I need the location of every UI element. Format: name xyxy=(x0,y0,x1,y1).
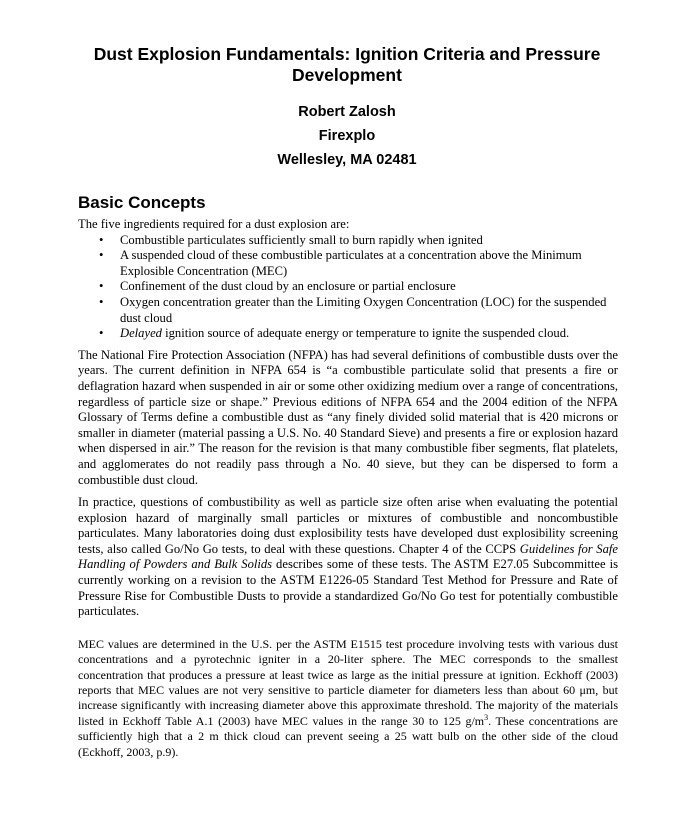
paragraph-mec xyxy=(78,637,618,760)
paragraph-text: In practice, questions of combustibility as well as particle size often arise when evaluating the potential explosion hazard of marginally small particles or mixtures of combustible and noncombustible particulates. Many laboratories doing dust explosibility tests have developed dust explosibility screening tests, also called Go/No Go tests, to deal with these questions. Chapter 4 of the CCPS xyxy=(78,495,618,556)
list-item xyxy=(120,326,618,342)
list-item-text: Oxygen concentration greater than the Limiting Oxygen Concentration (LOC) for the suspended dust cloud xyxy=(120,294,607,325)
paragraph-nfpa-definition: The National Fire Protection Association (NFPA) has had several definitions of combustible dusts over the years. The current definition in NFPA 654 is “a combustible particulate solid that presents a fire or deflagration hazard when suspended in air or some other oxidizing medium over a range of concentrations, regardless of particle size or shape.” Previous editions of NFPA 654 and the 2004 edition of the NFPA Glossary of Terms define a combustible dust as “any finely divided solid material that is 420 microns or smaller in diameter (material passing a U.S. No. 40 Standard Sieve) and presents a fire or explosion hazard when dispersed in air.” The reason for the revision is that many combustible fiber segments, flat platelets, and agglomerates do not readily pass through a No. 40 sieve, but they can be dispersed to form a combustible dust cloud. xyxy=(78,347,618,487)
author-organization: Firexplo xyxy=(318,128,376,144)
paragraph-text: describes some of these tests. The ASTM E27.05 Subcommittee is currently working on a revision to the ASTM E1226-05 Standard Test Method for Pressure and Rate of Pressure Rise for Combustible Dusts to provide a standardized Go/No Go test for potentially combustible particulates. xyxy=(78,557,618,619)
list-item-emphasis: Delayed xyxy=(120,326,162,341)
ingredients-list xyxy=(78,233,618,342)
list-item xyxy=(120,233,618,249)
paper-title: Dust Explosion Fundamentals: Ignition Criteria and Pressure Development xyxy=(93,44,601,85)
section-body xyxy=(78,217,618,760)
list-item-text: Combustible particulates sufficiently small to burn rapidly when ignited xyxy=(120,232,483,247)
paragraph-text: . These concentrations are sufficiently high that a 2 m thick cloud can prevent seeing a 25 watt bulb on the other side of the cloud (Eckhoff, 2003, p.9). xyxy=(78,713,618,759)
superscript: 3 xyxy=(484,712,489,722)
guideline-title: Guidelines for Safe Handling of Powders and Bulk Solids xyxy=(78,541,618,572)
list-item-text: A suspended cloud of these combustible particulates at a concentration above the Minimum Explosible Concentration (MEC) xyxy=(120,248,582,278)
list-item xyxy=(120,295,618,326)
list-item xyxy=(120,248,618,279)
author-name: Robert Zalosh xyxy=(298,104,396,120)
author-location: Wellesley, MA 02481 xyxy=(277,152,417,168)
list-item-text: Confinement of the dust cloud by an enclosure or partial enclosure xyxy=(120,279,456,294)
paragraph-text: MEC values are determined in the U.S. per the ASTM E1515 test procedure involving tests with various dust concentrations and a pyrotechnic igniter in a 20-liter sphere. The MEC corresponds to the smallest concentration that produces a pressure at least twice as large as the initial pressure at ignition. Eckhoff (2003) reports that MEC values are not very sensitive to particle diameter for diameters less than about 60 μm, but increase significantly with increasing diameter above this approximate threshold. The majority of the materials listed in Eckhoff Table A.1 (2003) have MEC values in the range 30 to 125 g/m xyxy=(78,636,618,728)
list-item xyxy=(120,279,618,295)
section-heading: Basic Concepts xyxy=(78,193,206,212)
intro-sentence: The five ingredients required for a dust explosion are: xyxy=(78,217,350,231)
list-item-text: ignition source of adequate energy or temperature to ignite the suspended cloud. xyxy=(161,326,570,341)
author-block xyxy=(40,100,654,172)
paragraph-go-no-go xyxy=(78,495,618,620)
